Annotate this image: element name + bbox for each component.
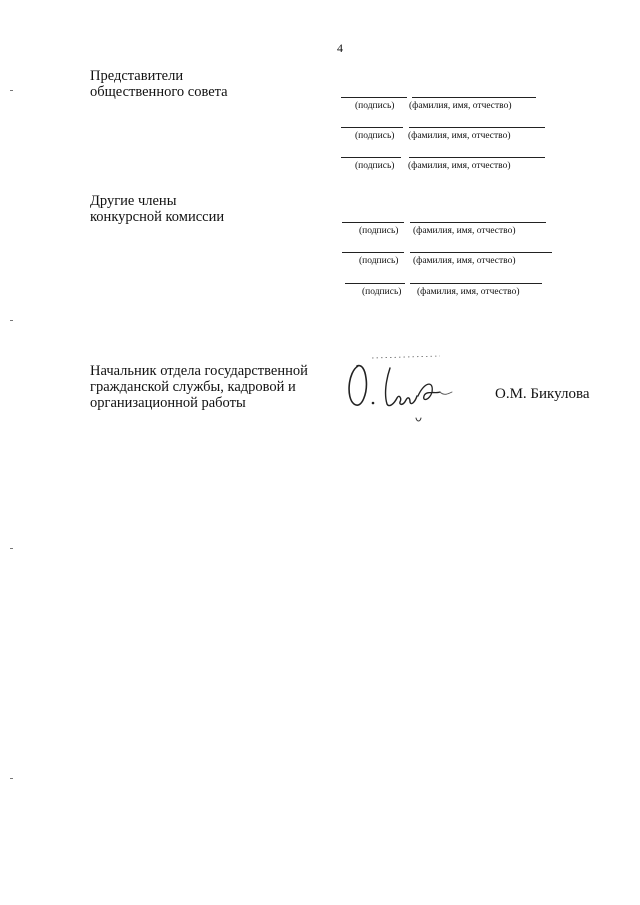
signature-line bbox=[342, 222, 404, 223]
public-council-label-line1: Представители bbox=[90, 68, 184, 84]
other-members-label-line1: Другие члены bbox=[90, 193, 177, 209]
signature-caption: (подпись) bbox=[355, 131, 395, 141]
page-number: 4 bbox=[337, 41, 343, 55]
signature-caption: (подпись) bbox=[355, 101, 395, 111]
signature-caption: (подпись) bbox=[362, 287, 402, 297]
signature-line bbox=[341, 157, 401, 158]
name-line bbox=[410, 222, 546, 223]
other-members-label bbox=[90, 193, 224, 225]
signature-caption: (подпись) bbox=[359, 226, 399, 236]
name-line bbox=[409, 127, 545, 128]
signature-line bbox=[341, 127, 403, 128]
signature-line bbox=[342, 252, 404, 253]
margin-mark bbox=[10, 90, 13, 91]
signature-line bbox=[341, 97, 407, 98]
other-members-label-line2: конкурсной комиссии bbox=[90, 209, 225, 225]
name-caption: (фамилия, имя, отчество) bbox=[408, 131, 511, 141]
name-caption: (фамилия, имя, отчество) bbox=[417, 287, 520, 297]
name-line bbox=[410, 252, 552, 253]
name-caption: (фамилия, имя, отчество) bbox=[413, 256, 516, 266]
head-position-line1: Начальник отдела государственной bbox=[90, 363, 308, 379]
signature-line bbox=[345, 283, 405, 284]
signature-caption: (подпись) bbox=[359, 256, 399, 266]
name-line bbox=[410, 283, 542, 284]
name-caption: (фамилия, имя, отчество) bbox=[413, 226, 516, 236]
margin-mark bbox=[10, 778, 13, 779]
margin-mark bbox=[10, 548, 13, 549]
head-position-line3: организационной работы bbox=[90, 395, 246, 411]
head-position-label bbox=[90, 363, 308, 411]
public-council-label bbox=[90, 68, 228, 100]
head-position-line2: гражданской службы, кадровой и bbox=[90, 379, 296, 395]
name-line bbox=[409, 157, 545, 158]
head-name: О.М. Бикулова bbox=[495, 386, 590, 402]
margin-mark bbox=[10, 320, 13, 321]
name-caption: (фамилия, имя, отчество) bbox=[408, 161, 511, 171]
name-caption: (фамилия, имя, отчество) bbox=[409, 101, 512, 111]
name-line bbox=[412, 97, 536, 98]
signature-caption: (подпись) bbox=[355, 161, 395, 171]
public-council-label-line2: общественного совета bbox=[90, 84, 228, 100]
handwritten-signature bbox=[340, 352, 460, 432]
